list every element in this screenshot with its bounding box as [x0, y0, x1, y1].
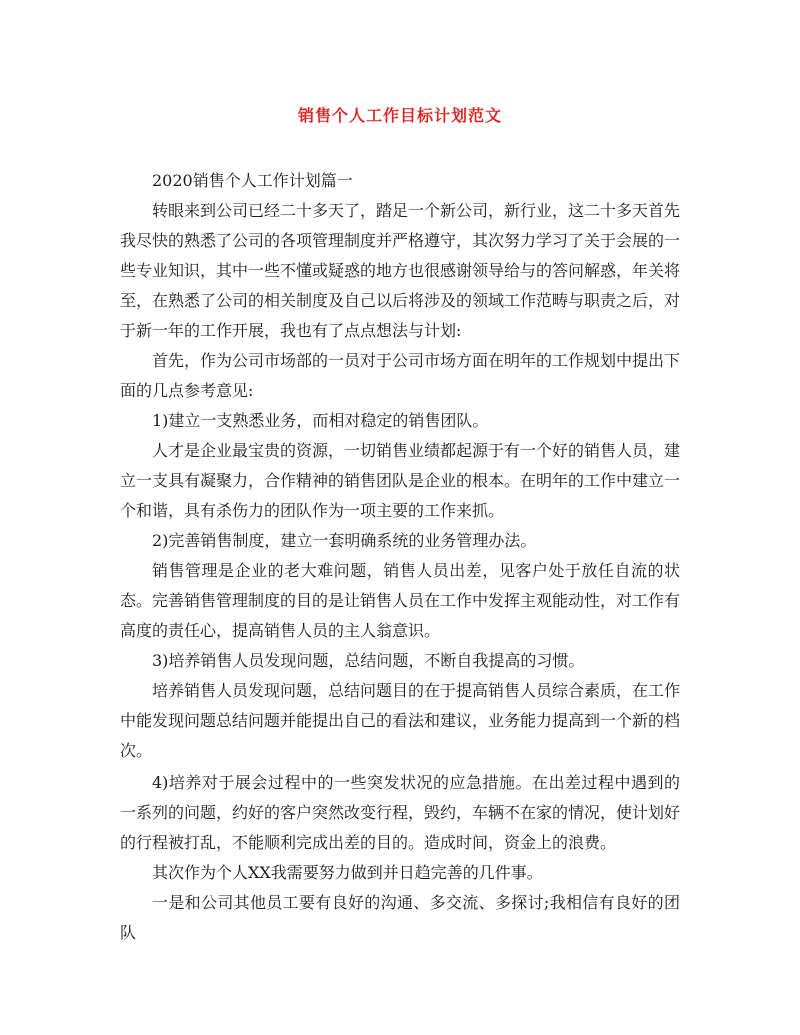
- paragraph: 转眼来到公司已经二十多天了，踏足一个新公司，新行业，这二十多天首先我尽快的熟悉了公司的各项管理制度并严格遵守，其次努力学习了关于会展的一些专业知识，其中一些不懂或疑惑的地方也很感谢领导给与的答问解惑，年关将至，在熟悉了公司的相关制度及自己以后将涉及的领域工作范畴与职责之后，对于新一年的工作开展，我也有了点点想法与计划:: [120, 201, 681, 340]
- document-title: 销售个人工作目标计划范文: [297, 106, 502, 125]
- section-heading: 2020销售个人工作计划篇一: [152, 171, 353, 190]
- document-body: [120, 166, 680, 948]
- list-item: 2)完善销售制度，建立一套明确系统的业务管理办法。: [152, 531, 537, 550]
- paragraph: 销售管理是企业的老大难问题，销售人员出差，见客户处于放任自流的状态。完善销售管理制度的目的是让销售人员在工作中发挥主观能动性，对工作有高度的责任心，提高销售人员的主人翁意识。: [120, 561, 681, 640]
- paragraph: 培养销售人员发现问题，总结问题目的在于提高销售人员综合素质，在工作中能发现问题总结问题并能提出自己的看法和建议，业务能力提高到一个新的档次。: [120, 681, 681, 760]
- list-item: 3)培养销售人员发现问题，总结问题，不断自我提高的习惯。: [152, 651, 585, 670]
- paragraph: 一是和公司其他员工要有良好的沟通、多交流、多探讨;我相信有良好的团队: [120, 893, 680, 942]
- paragraph: 人才是企业最宝贵的资源，一切销售业绩都起源于有一个好的销售人员，建立一支具有凝聚力，合作精神的销售团队是企业的根本。在明年的工作中建立一个和谐，具有杀伤力的团队作为一项主要的工作来抓。: [120, 441, 681, 520]
- list-item: 4)培养对于展会过程中的一些突发状况的应急措施。在出差过程中遇到的一系列的问题，约好的客户突然改变行程，毁约，车辆不在家的情况，使计划好的行程被打乱，不能顺利完成出差的目的。造成时间，资金上的浪费。: [120, 773, 681, 852]
- list-item: 1)建立一支熟悉业务，而相对稳定的销售团队。: [152, 411, 489, 430]
- paragraph: 其次作为个人XX我需要努力做到并日趋完善的几件事。: [152, 863, 543, 882]
- paragraph: 首先，作为公司市场部的一员对于公司市场方面在明年的工作规划中提出下面的几点参考意见:: [120, 351, 681, 400]
